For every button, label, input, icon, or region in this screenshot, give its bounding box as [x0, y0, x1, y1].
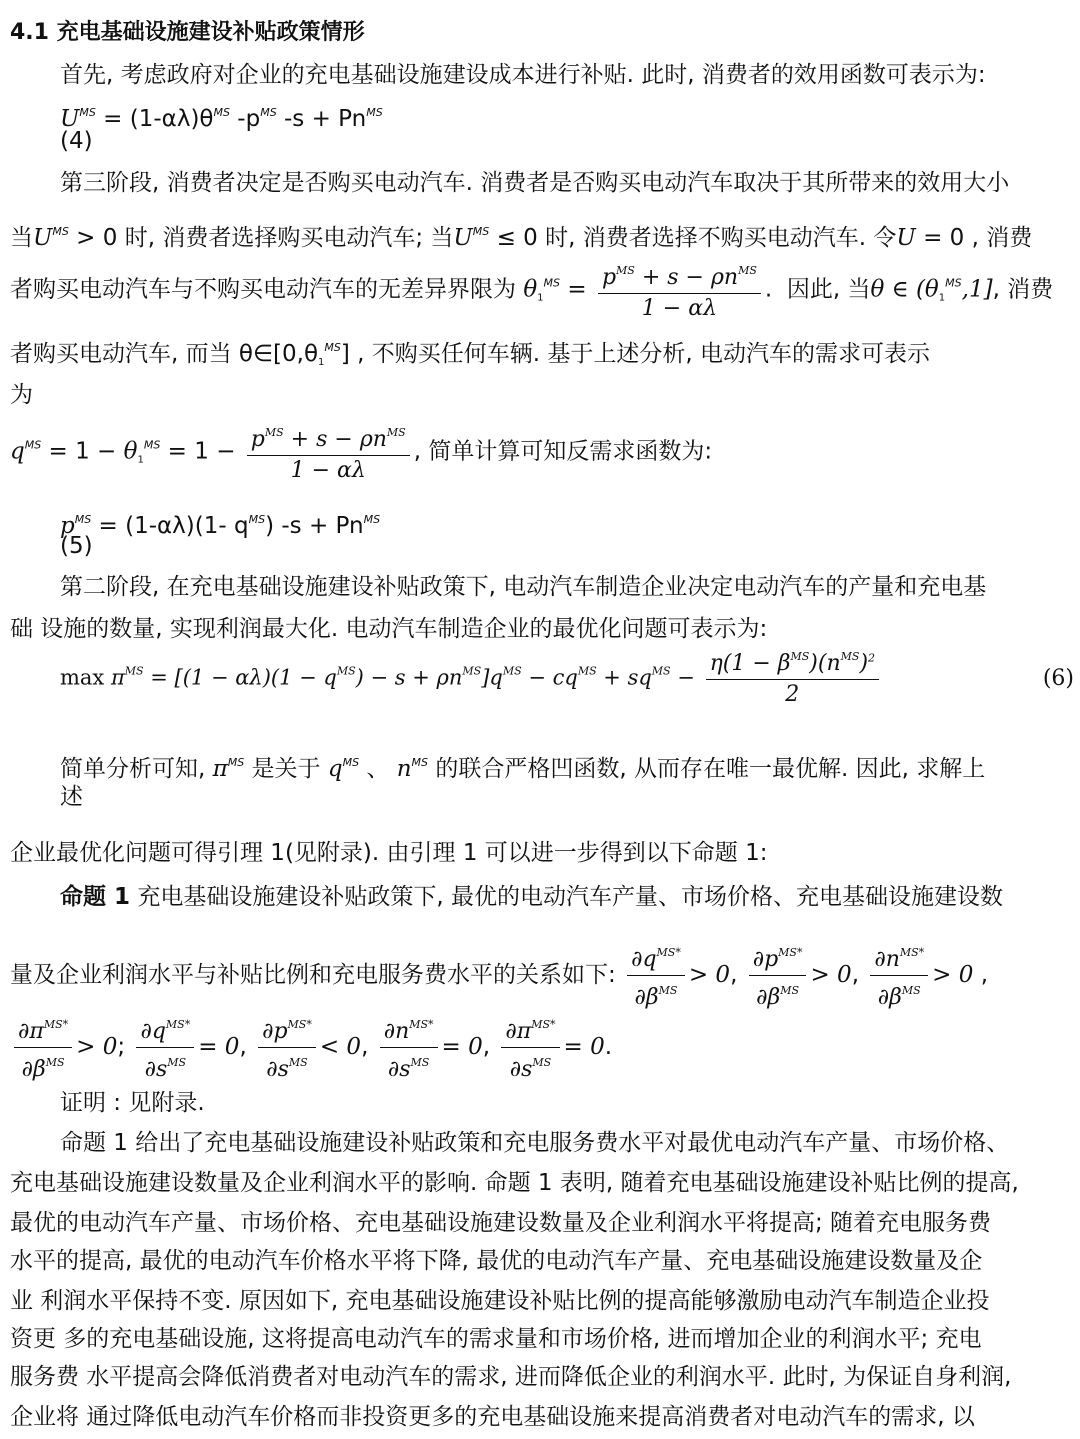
stage3-line4: 者购买电动汽车, 而当 $\theta\in[0,\theta_1^{MS}]$ , 不购买任何车辆. 基于上述分析, 电动汽车的需求可表示: [10, 341, 931, 368]
stage2-line1: 第二阶段, 在充电基础设施建设补贴政策下, 电动汽车制造企业决定电动汽车的产量和充电基: [60, 574, 987, 600]
discussion-line: 企业将 通过降低电动汽车价格而非投资更多的充电基础设施来提高消费者对电动汽车的需求, 以: [10, 1404, 975, 1430]
proposition-1-line2: 量及企业利润水平与补贴比例和充电服务费水平的关系如下: $\frac{\partial q^{MS*}}{\partial\beta^{MS}}$ > 0, $\frac{\partial p^{MS*}}{\partial\beta^{MS}}$ > 0, $\frac{\partial n^{MS*}}{\partial\beta^{MS}}$ > 0 ,: [10, 940, 988, 1011]
discussion-line: 资更 多的充电基础设施, 这将提高电动汽车的需求量和市场价格, 进而增加企业的利润水平; 充电: [10, 1326, 982, 1352]
stage3-line5: 为: [10, 382, 33, 408]
stage3-line3: 者购买电动汽车与不购买电动汽车的无差异界限为 $\theta_1^{MS}$ = $\frac{p^{MS} + s - \rho n^{MS}}{1 - \alpha\lambda}$ . 因此, 当θ ∈ $(\theta_1^{MS},1]$, 消费: [10, 258, 1053, 322]
analysis-line1: 简单分析可知, $\pi^{MS}$ 是关于 $q^{MS}$ 、 $n^{MS}$ 的联合严格凹函数, 从而存在唯一最优解. 因此, 求解上: [60, 756, 986, 782]
equation-5-number: (5): [60, 533, 93, 559]
stage3-line2: 当$U^{MS} > 0$ 时, 消费者选择购买电动汽车; 当$U^{MS} \le 0$ 时, 消费者选择不购买电动汽车. 令U = 0 , 消费: [10, 225, 1033, 251]
stage3-line1: 第三阶段, 消费者决定是否购买电动汽车. 消费者是否购买电动汽车取决于其所带来的效用大小: [60, 170, 1010, 196]
equation-4-number: (4): [60, 128, 93, 154]
equation-4: $U^{MS} = (1-\alpha\lambda)\theta^{MS}$ $-p^{MS}$ $-s + Pn^{MS}$: [60, 106, 383, 132]
proposition-1-line1: 命题 1 充电基础设施建设补贴政策下, 最优的电动汽车产量、市场价格、充电基础设施建设数: [60, 884, 1003, 910]
stage2-line2: 础 设施的数量, 实现利润最大化. 电动汽车制造企业的最优化问题可表示为:: [10, 616, 768, 642]
discussion-line: 最优的电动汽车产量、市场价格、充电基础设施建设数量及企业利润水平将提高; 随着充电服务费: [10, 1210, 992, 1236]
discussion-line: 服务费 水平提高会降低消费者对电动汽车的需求, 进而降低企业的利润水平. 此时, 为保证自身利润,: [10, 1364, 1012, 1390]
analysis-line2: 述: [60, 784, 83, 810]
proposition-1-derivatives: $\frac{\partial\pi^{MS*}}{\partial\beta^{MS}}$ > 0; $\frac{\partial q^{MS*}}{\partial s^{MS}}$ = 0, $\frac{\partial p^{MS*}}{\partial s^{MS}}$ < 0, $\frac{\partial n^{MS*}}{\partial s^{MS}}$ = 0, $\frac{\partial\pi^{MS*}}{\partial s^{MS}}$ = 0.: [10, 1012, 612, 1083]
equation-5: $p^{MS} = (1-\alpha\lambda)(1-$ $q^{MS}$) $-s + Pn^{MS}$: [60, 513, 381, 539]
discussion-line: 水平的提高, 最优的电动汽车价格水平将下降, 最优的电动汽车产量、充电基础设施建设数量及企: [10, 1248, 983, 1274]
demand-fraction: $\frac{p^{MS} + s - \rho n^{MS}}{1 - \alpha\lambda}$: [247, 420, 410, 484]
paragraph-intro: 首先, 考虑政府对企业的充电基础设施建设成本进行补贴. 此时, 消费者的效用函数可表示为:: [60, 62, 986, 88]
equation-6-number: (6): [1042, 666, 1074, 691]
discussion-line: 业 利润水平保持不变. 原因如下, 充电基础设施建设补贴比例的提高能够激励电动汽车制造企业投: [10, 1288, 990, 1314]
equation-6: $\max \pi^{MS} = [(1 - \alpha\lambda)(1 - q^{MS}) - s + \rho n^{MS}]q^{MS} - cq^{MS} + sq^{MS}$ − $\frac{\eta(1 - \beta^{MS})(n^{MS})^2}{2}$: [60, 650, 883, 708]
analysis-line3: 企业最优化问题可得引理 1(见附录). 由引理 1 可以进一步得到以下命题 1:: [10, 840, 768, 866]
demand-equation: $q^{MS} = 1 - \theta_1^{MS} = 1$ − $\frac{p^{MS} + s - \rho n^{MS}}{1 - \alpha\lambda}$ , 简单计算可知反需求函数为:: [10, 420, 712, 484]
threshold-fraction: $\frac{p^{MS} + s - \rho n^{MS}}{1 - \alpha\lambda}$: [598, 258, 761, 322]
proof-text: 证明 : 见附录.: [60, 1090, 205, 1116]
discussion-line: 充电基础设施建设数量及企业利润水平的影响. 命题 1 表明, 随着充电基础设施建设补贴比例的提高,: [10, 1170, 1019, 1196]
section-title: 4.1 充电基础设施建设补贴政策情形: [10, 20, 365, 45]
discussion-line: 命题 1 给出了充电基础设施建设补贴政策和充电服务费水平对最优电动汽车产量、市场价格、: [60, 1130, 1010, 1156]
